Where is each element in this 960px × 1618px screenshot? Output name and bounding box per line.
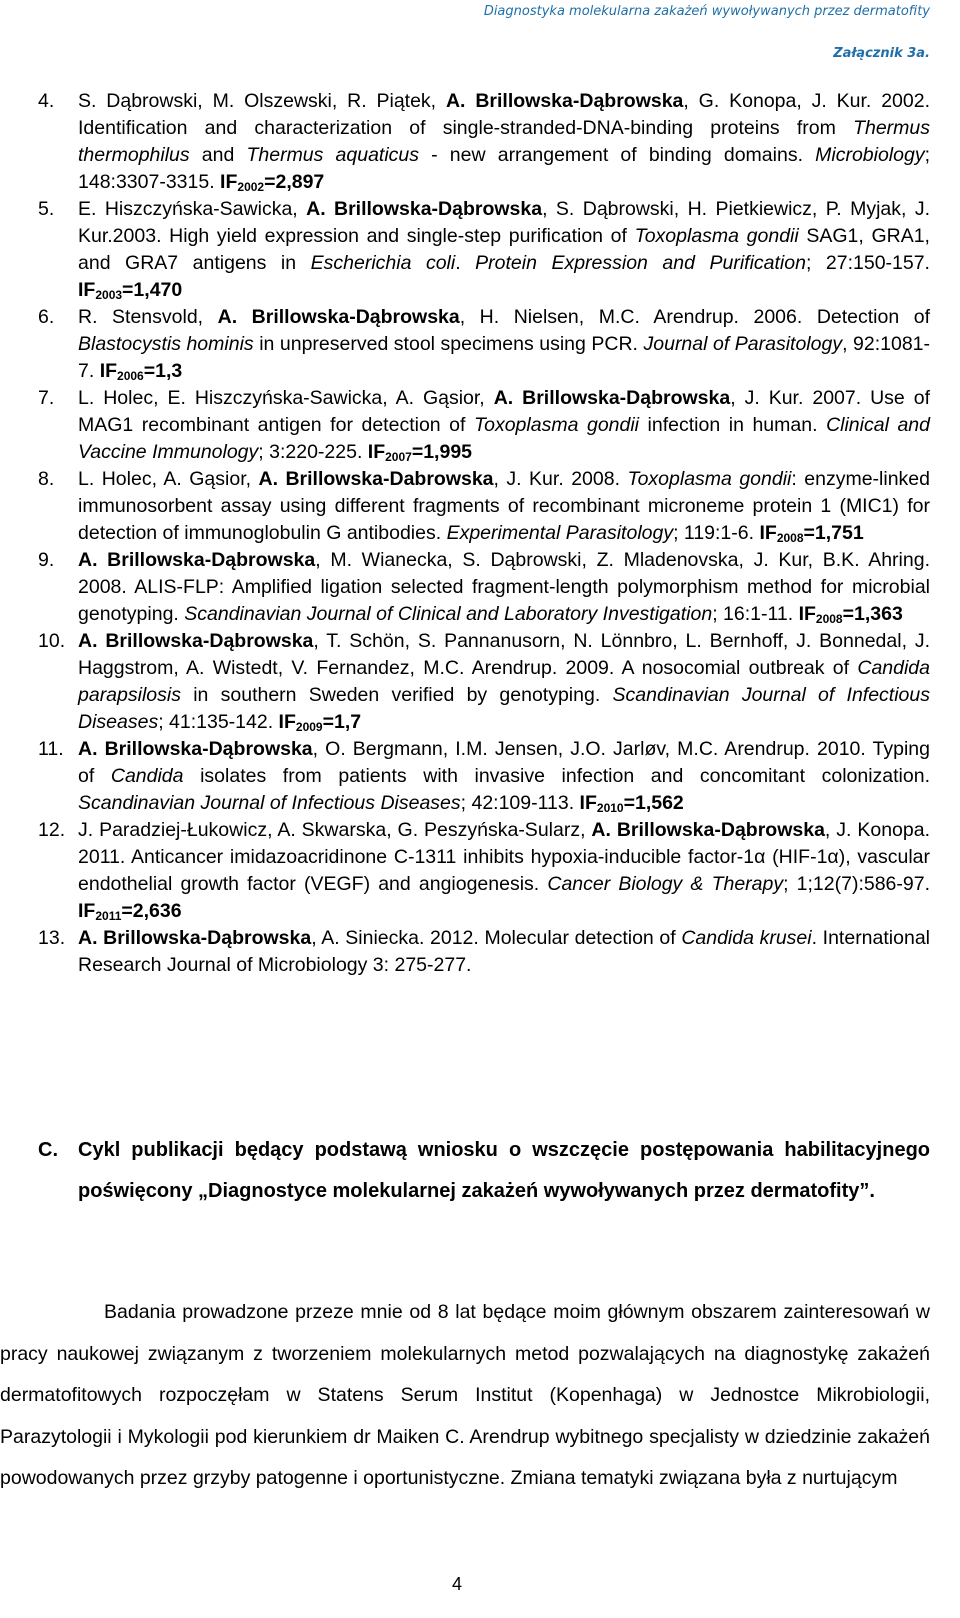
reference-text [78,925,930,979]
reference-segment: , G. Konopa, J. Kur. 2002. Identification and characterization of single-stranded-DNA-binding proteins from [78,90,930,139]
italic-term: Toxoplasma gondii [634,225,799,247]
impact-factor-label: IF [798,603,816,625]
impact-factor [100,360,183,382]
reference-number: 7. [38,387,55,409]
reference-number: 11. [38,738,64,760]
reference-segment: and [189,144,247,166]
reference-segment: , T. Schön, S. Pannanusorn, N. Lönnbro, L. Bernhoff, J. Bonnedal, J. Haggstrom, A. Wistedt, V. Fernandez, M.C. Arendrup. 2009. A nosocomial outbreak of [78,630,930,679]
impact-factor-label: IF [278,711,296,733]
reference-segment: L. Holec, A. Gąsior, [78,468,259,490]
reference-segment: in southern Sweden verified by genotyping. [180,684,613,706]
impact-factor-label: IF [99,360,118,382]
reference-segment: , 92:1081-7. [78,333,930,382]
page-number: 4 [452,1574,463,1594]
reference-item [38,925,930,979]
reference-segment: , H. Nielsen, M.C. Arendrup. 2006. Detection of [459,306,930,328]
reference-segment: J. Paradziej-Łukowicz, A. Skwarska, G. Peszyńska-Sularz, [78,819,592,841]
author-highlight: A. Brillowska-Dąbrowska [78,549,316,571]
impact-factor-label: IF [78,279,96,301]
impact-factor-value: =1,7 [322,711,362,733]
italic-term: Scandinavian Journal of Clinical and Laboratory Investigation [184,603,713,625]
reference-segment: S. Dąbrowski, M. Olszewski, R. Piątek, [78,90,446,112]
italic-term: Toxoplasma gondii [474,414,640,436]
section-letter: C. [38,1139,58,1161]
italic-term: Candida [110,765,184,787]
impact-factor [368,441,472,463]
reference-segment: ; 42:109-113. [460,792,580,814]
reference-item [38,88,930,196]
reference-segment: , M. Wianecka, S. Dąbrowski, Z. Mladenovska, J. Kur, B.K. Ahring. 2008. ALIS-FLP: Amplified ligation selected fragment-length polymorphism method for microbial genotyping. [78,549,930,625]
impact-factor [580,792,684,814]
reference-item [38,466,930,547]
italic-term: Microbiology [815,144,925,166]
reference-text [78,304,930,385]
reference-number: 10. [38,630,66,652]
reference-segment: , S. Dąbrowski, H. Pietkiewicz, P. Myjak, J. Kur.2003. High yield expression and single-step purification of [78,198,930,247]
impact-factor-value: =2,636 [121,900,182,922]
italic-term: Thermus aquaticus [246,144,420,166]
body-paragraph: Badania prowadzone przeze mnie od 8 lat będące moim głównym obszarem zainteresowań w pracy naukowej związanym z tworzeniem molekularnych metod pozwalających na diagnostykę zakażeń dermatofitowych rozpoczęłam w Statens Serum Institut (Kopenhaga) w Jednostce Mikrobiologii, Parazytologii i Mykologii pod kierunkiem dr Maiken C. Arendrup wybitnego specjalisty w dziedzinie zakażeń powodowanych przez grzyby patogenne i oportunistyczne. Zmiana tematyki związana była z nurtującym [0,1301,930,1489]
author-highlight: A. Brillowska-Dąbrowska [78,738,313,760]
reference-number: 6. [38,306,55,328]
reference-segment: E. Hiszczyńska-Sawicka, [78,198,307,220]
reference-number: 9. [38,549,55,571]
impact-factor-label: IF [78,900,96,922]
italic-term: Experimental Parasitology [446,522,674,544]
italic-term: Cancer Biology & Therapy [547,873,784,895]
reference-number: 12. [38,819,66,841]
author-highlight: A. Brillowska-Dąbrowska [217,306,460,328]
reference-segment: ; 16:1-11. [712,603,799,625]
impact-factor-value: =1,363 [842,603,903,625]
impact-factor-year: 2011 [95,909,122,923]
italic-term: Candida parapsilosis [78,657,930,706]
reference-segment: : enzyme-linked immunosorbent assay using different fragments of recombinant microneme protein 1 (MIC1) for detection of immunoglobulin G antibodies. [78,468,930,544]
impact-factor [799,603,903,625]
author-highlight: A. Brillowska-Dąbrowska [591,819,825,841]
impact-factor [279,711,362,733]
reference-item [38,817,930,925]
reference-segment: ; 3:220-225. [258,441,368,463]
impact-factor-value: =1,751 [803,522,864,544]
running-header: Diagnostyka molekularna zakażeń wywoływanych przez dermatofity [483,4,930,19]
italic-term: Scandinavian Journal of Infectious Diseases [78,792,461,814]
author-highlight: A. Brillowska-Dąbrowska [445,90,684,112]
impact-factor-label: IF [759,522,777,544]
reference-segment: in unpreserved stool specimens using PCR. [253,333,644,355]
impact-factor-year: 2008 [776,531,804,545]
reference-segment: , J. Konopa. 2011. Anticancer imidazoacridinone C-1311 inhibits hypoxia-inducible factor-1α (HIF-1α), vascular endothelial growth factor (VEGF) and angiogenesis. [78,819,930,895]
impact-factor-value: =1,470 [122,279,183,301]
reference-text [78,466,930,547]
reference-segment: ; 41:135-142. [158,711,279,733]
italic-term: Clinical and Vaccine Immunology [78,414,930,463]
reference-item [38,547,930,628]
impact-factor-year: 2003 [95,288,123,302]
impact-factor-label: IF [367,441,386,463]
reference-segment: infection in human. [639,414,827,436]
author-highlight: A. Brillowska-Dabrowska [258,468,494,490]
italic-term: Candida krusei [681,927,812,949]
reference-segment: , J. Kur. 2008. [493,468,628,490]
reference-number: 13. [38,927,66,949]
author-highlight: A. Brillowska-Dąbrowska [306,198,543,220]
reference-text [78,547,930,628]
author-highlight: A. Brillowska-Dąbrowska [493,387,731,409]
reference-segment: . International Research Journal of Microbiology 3: 275-277. [78,927,930,976]
reference-item [38,736,930,817]
impact-factor-label: IF [220,171,238,193]
italic-term: Blastocystis hominis [78,333,254,355]
author-highlight: A. Brillowska-Dąbrowska [78,630,314,652]
impact-factor-value: =1,3 [143,360,183,382]
reference-item [38,304,930,385]
impact-factor-value: =1,995 [411,441,473,463]
reference-segment: ; 27:150-157. [805,252,930,274]
impact-factor-year: 2010 [596,801,624,815]
reference-segment: , A. Siniecka. 2012. Molecular detection of [311,927,682,949]
italic-term: Escherichia coli [310,252,456,274]
reference-segment: R. Stensvold, [78,306,218,328]
impact-factor [78,279,182,301]
italic-term: Protein Expression and Purification [475,252,806,274]
section-title: Cykl publikacji będący podstawą wniosku o wszczęcie postępowania habilitacyjnego poświęcony „Diagnostyce molekularnej zakażeń wywoływanych przez dermatofity”. [78,1139,930,1202]
reference-segment: SAG1, GRA1, and GRA7 antigens in [78,225,930,274]
impact-factor [220,171,324,193]
impact-factor-year: 2008 [815,612,843,626]
impact-factor-year: 2006 [117,369,144,383]
reference-text [78,88,930,196]
italic-term: Scandinavian Journal of Infectious Diseases [78,684,930,733]
reference-text [78,817,930,925]
impact-factor-value: =1,562 [623,792,684,814]
reference-segment: L. Holec, E. Hiszczyńska-Sawicka, A. Gąsior, [78,387,494,409]
reference-segment: . [455,252,476,274]
reference-list [38,88,930,979]
impact-factor-label: IF [579,792,597,814]
impact-factor-value: =2,897 [264,171,325,193]
reference-number: 5. [38,198,55,220]
impact-factor [759,522,863,544]
italic-term: Thermus thermophilus [78,117,930,166]
reference-segment: ; 1;12(7):586-97. [783,873,930,895]
reference-text [78,736,930,817]
section-c-heading [38,1130,930,1212]
impact-factor-year: 2002 [237,180,265,194]
reference-segment: isolates from patients with invasive infection and concomitant colonization. [183,765,930,787]
reference-segment: ; 119:1-6. [673,522,760,544]
annex-label: Załącznik 3a. [833,46,930,61]
italic-term: Journal of Parasitology [643,333,843,355]
impact-factor-year: 2009 [295,720,323,734]
reference-text [78,196,930,304]
italic-term: Toxoplasma gondii [627,468,792,490]
reference-item [38,628,930,736]
reference-item [38,196,930,304]
impact-factor [78,900,182,922]
reference-number: 8. [38,468,55,490]
reference-text [78,385,930,466]
reference-segment: , O. Bergmann, I.M. Jensen, J.O. Jarløv, M.C. Arendrup. 2010. Typing of [78,738,930,787]
author-highlight: A. Brillowska-Dąbrowska [78,927,312,949]
reference-number: 4. [38,90,55,112]
reference-segment: , J. Kur. 2007. Use of MAG1 recombinant antigen for detection of [78,387,930,436]
reference-item [38,385,930,466]
reference-text [78,628,930,736]
impact-factor-year: 2007 [385,450,412,464]
reference-segment: - new arrangement of binding domains. [419,144,816,166]
reference-segment: ; 148:3307-3315. [78,144,931,193]
